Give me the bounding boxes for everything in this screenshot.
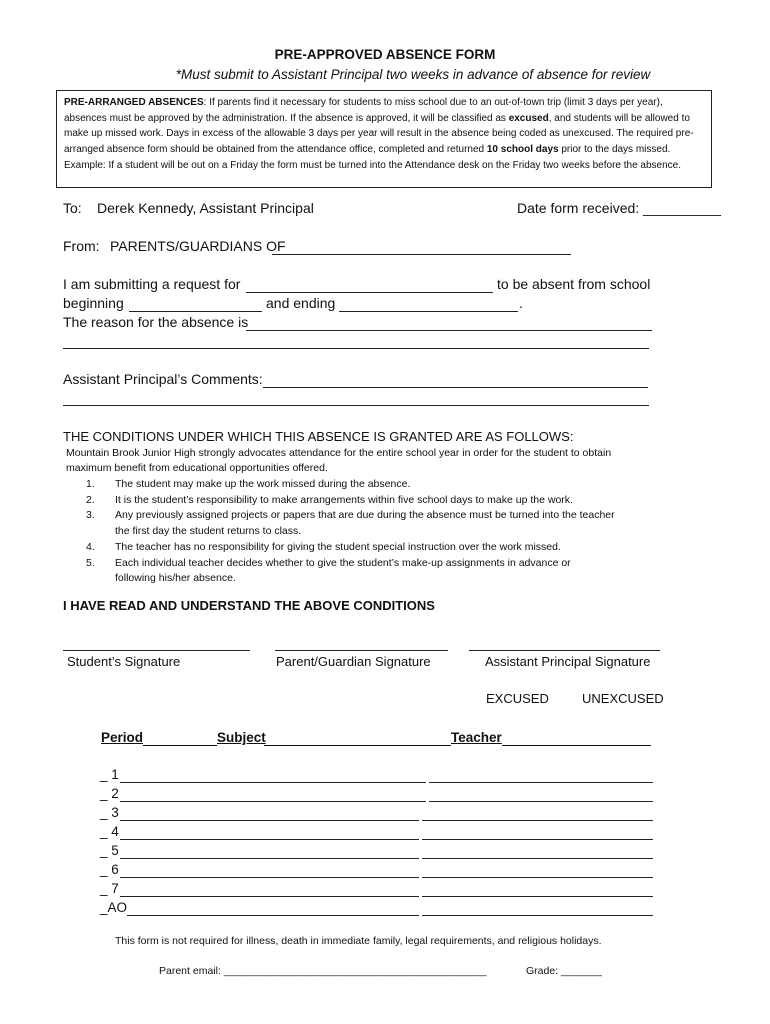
pre-arranged-absences-notice — [56, 90, 712, 188]
period-row-label: _ 2 — [100, 786, 119, 801]
subject-line[interactable] — [127, 915, 419, 916]
condition-text: The teacher has no responsibility for giving the student special instruction over the work missed. — [115, 540, 561, 553]
notice-text-3: prior to the days missed. Example: If a student will be out on a Friday the form must be turned into the Attendance desk on the Friday two weeks before the absence. — [64, 144, 682, 171]
header-underline — [143, 745, 217, 746]
reason-line-1[interactable] — [246, 330, 652, 331]
request-text-2: to be absent from school — [497, 276, 651, 292]
condition-number: 3. — [86, 509, 95, 522]
and-ending-label: and ending — [266, 295, 336, 311]
period-row-label: _ 7 — [100, 881, 119, 896]
notice-text-2: , and students will be allowed to make up missed work. Days in excess of the allowable 3 days per year will result in the absence being coded as unexcused. The required pre-arranged absence form should be obtained from the attendance office, completed and returned — [64, 112, 694, 156]
condition-number: 2. — [86, 493, 95, 506]
parent-signature-label: Parent/Guardian Signature — [276, 654, 431, 669]
condition-text: It is the student’s responsibility to make arrangements within five school days to make up the work. — [115, 493, 573, 506]
teacher-line[interactable] — [429, 801, 653, 802]
period-row-label: _ 6 — [100, 862, 119, 877]
condition-number: 4. — [86, 540, 95, 553]
conditions-intro-2: maximum benefit from educational opportunities offered. — [66, 462, 328, 474]
period-row-label: _ 1 — [100, 767, 119, 782]
period-row-label: _ 5 — [100, 843, 119, 858]
from-label: From: — [63, 238, 100, 254]
footer-note: This form is not required for illness, death in immediate family, legal requirements, and religious holidays. — [115, 935, 602, 947]
request-text-1: I am submitting a request for — [63, 276, 241, 292]
subject-line[interactable] — [120, 782, 426, 783]
condition-item — [64, 556, 704, 587]
period-row-label: _AO — [100, 900, 128, 915]
condition-text: Each individual teacher decides whether to give the student’s make-up assignments in advance or following his/her absence. — [115, 556, 571, 585]
parents-name-line[interactable] — [272, 254, 571, 255]
notice-excused: excused — [508, 112, 549, 124]
teacher-line[interactable] — [422, 915, 653, 916]
form-title: PRE-APPROVED ABSENCE FORM — [274, 47, 496, 62]
student-name-line[interactable] — [246, 292, 493, 293]
condition-item — [64, 477, 704, 493]
subject-line[interactable] — [120, 896, 419, 897]
teacher-line[interactable] — [422, 896, 653, 897]
period-header: Period — [101, 730, 144, 745]
condition-text: The student may make up the work missed during the absence. — [115, 478, 411, 490]
to-label: To: — [63, 200, 82, 216]
acknowledge-heading: I HAVE READ AND UNDERSTAND THE ABOVE CONDITIONS — [63, 598, 435, 613]
ending-date-line[interactable] — [339, 311, 518, 312]
form-subtitle: *Must submit to Assistant Principal two weeks in advance of absence for review — [175, 67, 651, 82]
conditions-heading: THE CONDITIONS UNDER WHICH THIS ABSENCE IS GRANTED ARE AS FOLLOWS: — [63, 429, 574, 444]
beginning-label: beginning — [63, 295, 124, 311]
period-row-label: _ 3 — [100, 805, 119, 820]
excused-option[interactable]: EXCUSED — [486, 691, 549, 706]
condition-number: 5. — [86, 556, 95, 569]
student-signature-label: Student’s Signature — [67, 654, 181, 669]
subject-line[interactable] — [120, 877, 419, 878]
condition-text: Any previously assigned projects or papers that are due during the absence must be turned into the teacher the first day the student returns to class. — [115, 509, 615, 538]
period-row-label: _ 4 — [100, 824, 119, 839]
grade-field[interactable]: Grade: _______ — [526, 965, 602, 977]
notice-ten-days: 10 school days — [486, 144, 559, 156]
condition-number: 1. — [86, 478, 95, 490]
teacher-line[interactable] — [422, 858, 653, 859]
parent-signature-line[interactable] — [275, 650, 448, 651]
comments-line-1[interactable] — [263, 387, 648, 388]
notice-paragraph — [64, 95, 704, 174]
date-received-field[interactable]: Date form received: __________ — [517, 200, 721, 216]
header-underline — [502, 745, 651, 746]
notice-heading: PRE-ARRANGED ABSENCES — [64, 97, 204, 108]
conditions-list — [64, 477, 704, 587]
notice-text-1: : If parents find it necessary for students to miss school due to an out-of-town trip (limit 3 days per year), absences must be approved by the administration. If the absence is approved, it will be classified as — [64, 97, 663, 124]
to-name: Derek Kennedy, Assistant Principal — [97, 200, 314, 216]
subject-line[interactable] — [120, 858, 419, 859]
parent-email-field[interactable]: Parent email: _____________________________________________ — [159, 965, 487, 977]
principal-signature-label: Assistant Principal Signature — [485, 654, 651, 669]
comments-line-2[interactable] — [63, 405, 649, 406]
teacher-line[interactable] — [422, 877, 653, 878]
header-underline — [264, 745, 451, 746]
principal-signature-line[interactable] — [469, 650, 660, 651]
request-period: . — [519, 295, 523, 311]
conditions-intro-1: Mountain Brook Junior High strongly advocates attendance for the entire school year in order for the student to obtain — [66, 447, 612, 459]
teacher-header: Teacher — [451, 730, 502, 745]
subject-line[interactable] — [120, 801, 426, 802]
condition-item — [64, 540, 704, 556]
condition-item — [64, 508, 704, 539]
reason-label: The reason for the absence is — [63, 314, 249, 330]
condition-item — [64, 493, 704, 509]
teacher-line[interactable] — [429, 782, 653, 783]
student-signature-line[interactable] — [63, 650, 250, 651]
comments-label: Assistant Principal’s Comments: — [63, 371, 263, 387]
teacher-line[interactable] — [422, 820, 653, 821]
reason-line-2[interactable] — [63, 348, 649, 349]
subject-line[interactable] — [120, 820, 419, 821]
subject-header: Subject — [217, 730, 266, 745]
from-value: PARENTS/GUARDIANS OF — [110, 238, 286, 254]
beginning-date-line[interactable] — [129, 311, 262, 312]
teacher-line[interactable] — [422, 839, 653, 840]
subject-line[interactable] — [120, 839, 419, 840]
unexcused-option[interactable]: UNEXCUSED — [582, 691, 664, 706]
